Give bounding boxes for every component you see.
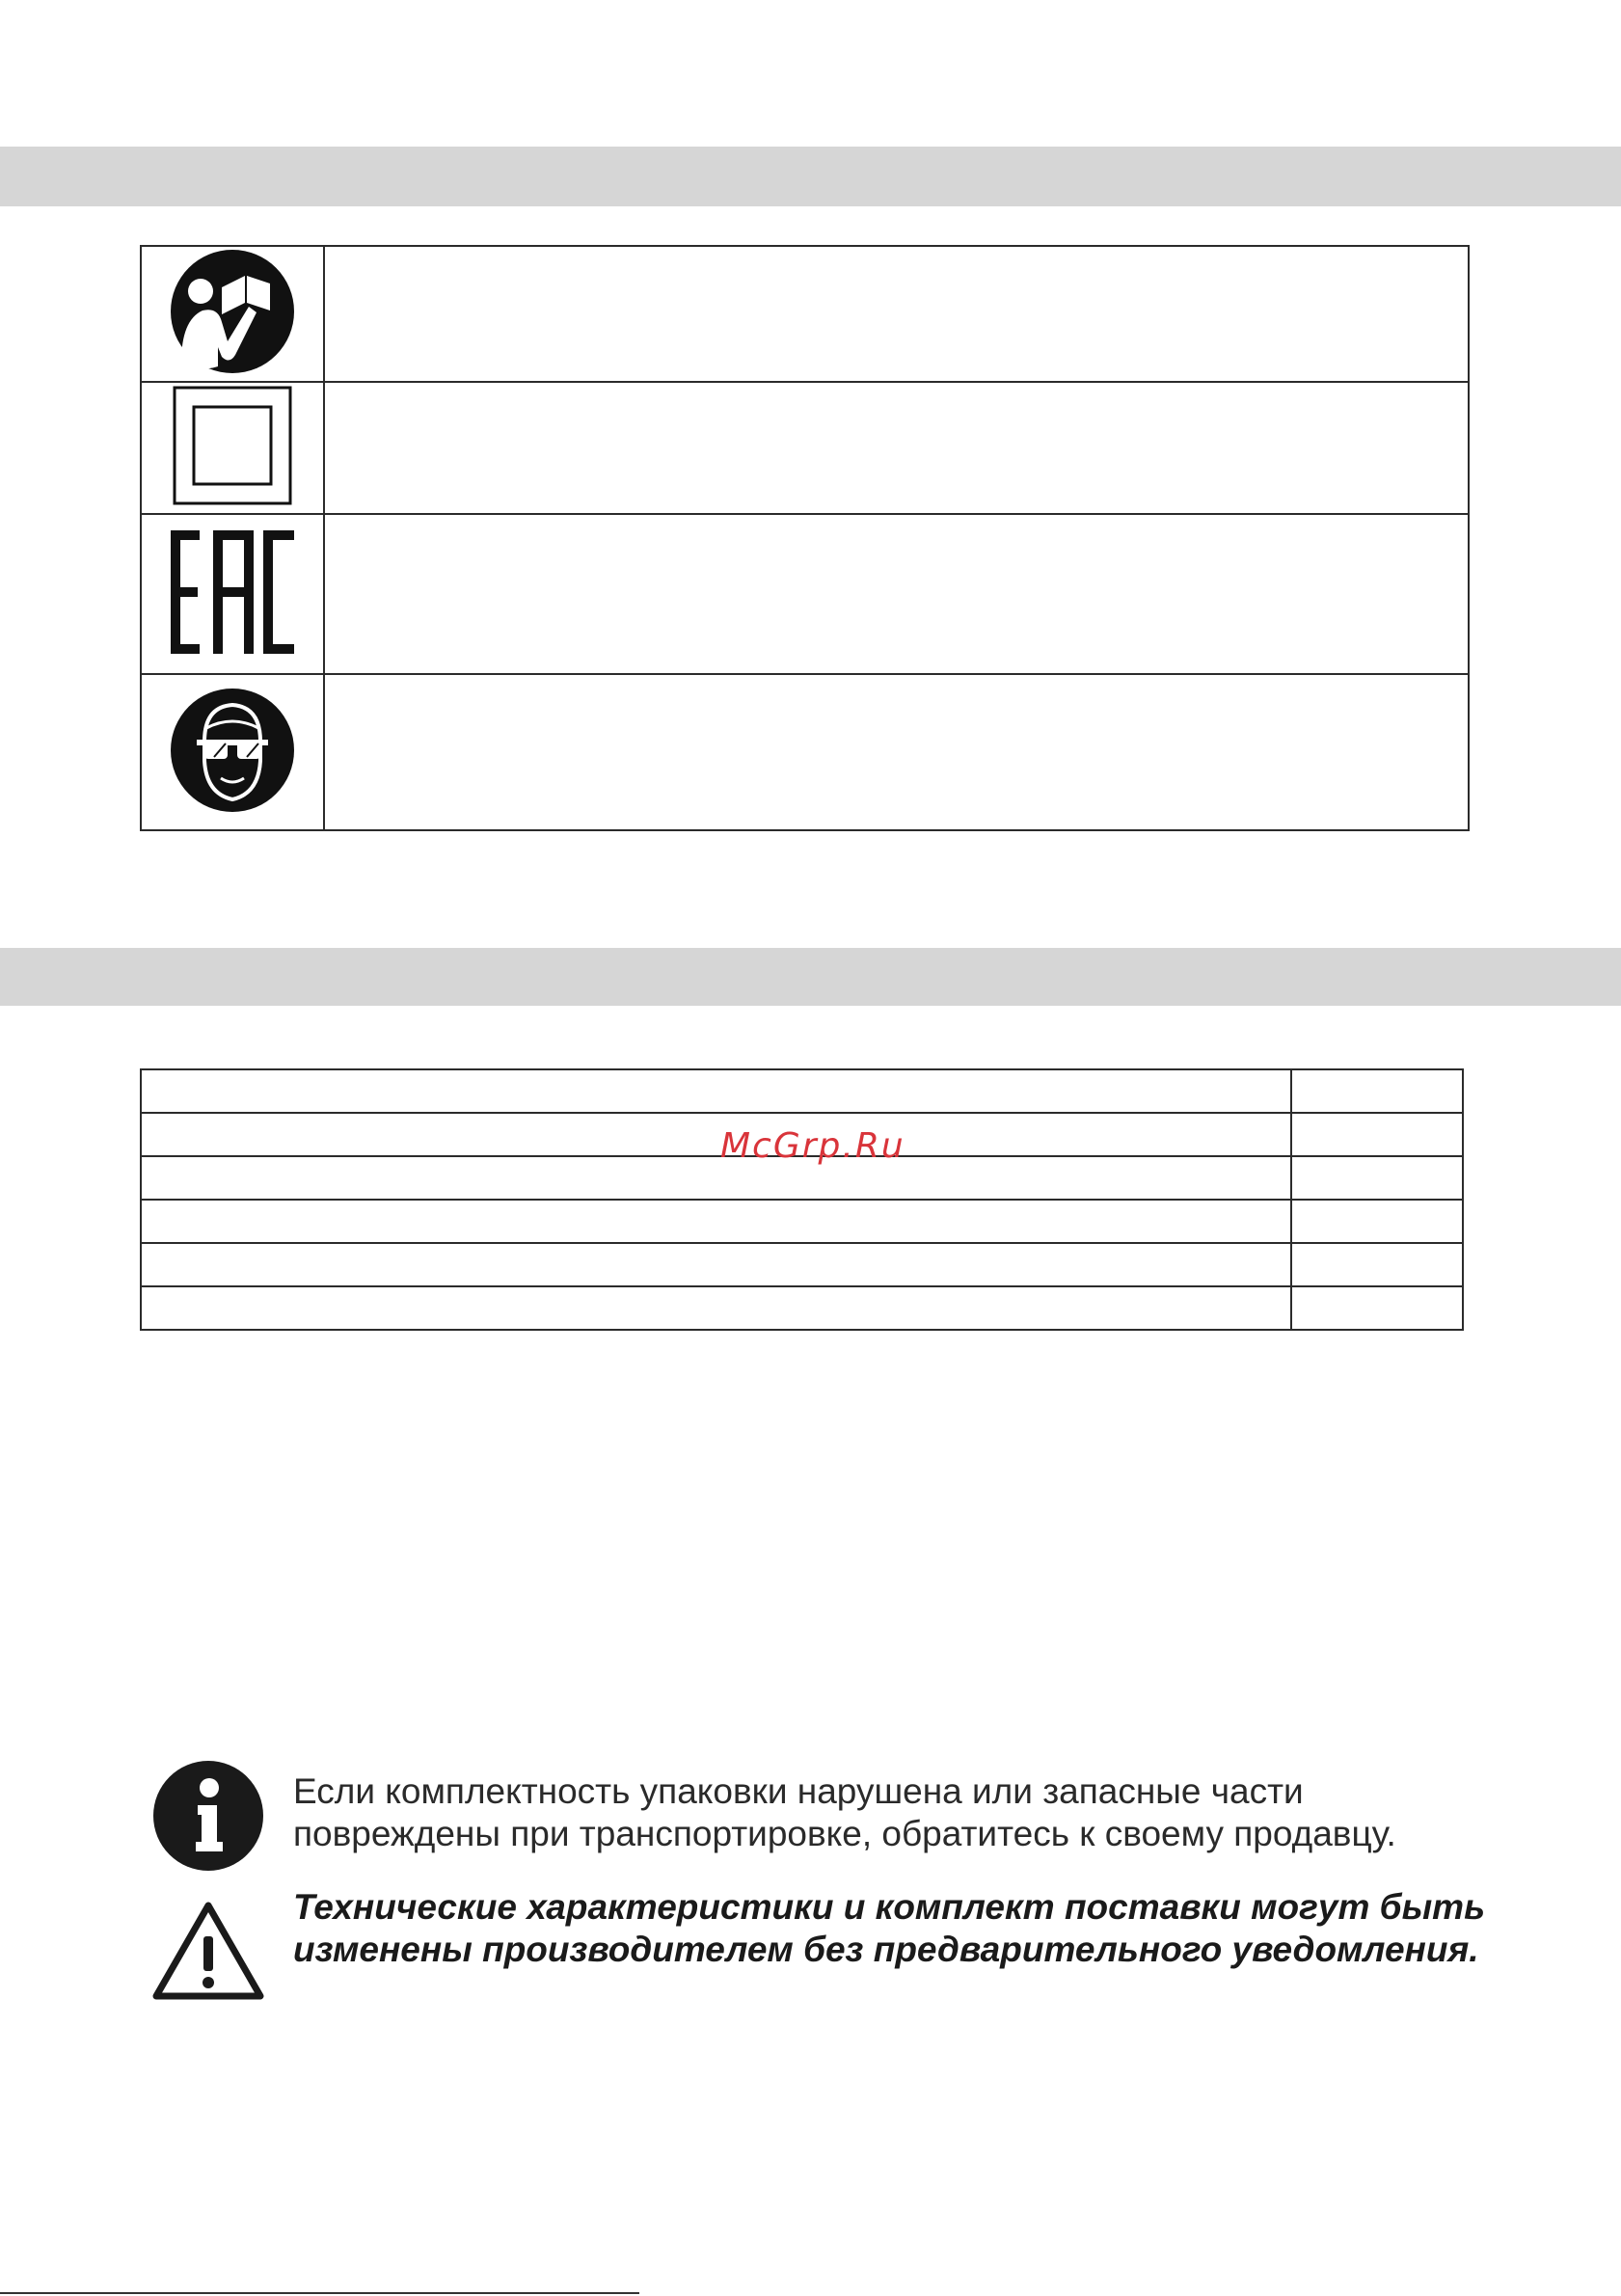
wear-goggles-icon — [168, 686, 297, 815]
table-row — [141, 1069, 1463, 1113]
symbol-row — [141, 382, 1469, 514]
item-cell — [141, 1069, 1291, 1113]
symbol-icon-cell — [141, 514, 324, 674]
warning-icon — [152, 1900, 264, 2002]
item-cell — [141, 1113, 1291, 1156]
item-cell — [141, 1286, 1291, 1330]
watermark: McGrp.Ru — [720, 1126, 905, 1166]
symbol-row — [141, 514, 1469, 674]
symbols-table — [140, 245, 1470, 831]
info-icon — [151, 1759, 265, 1873]
table-row — [141, 1200, 1463, 1243]
section-header-band-2 — [0, 948, 1621, 1006]
symbol-description — [324, 246, 1469, 382]
footer-rule — [0, 2292, 639, 2294]
qty-cell — [1291, 1113, 1463, 1156]
section-header-band-1 — [0, 147, 1621, 206]
item-cell — [141, 1200, 1291, 1243]
symbol-description — [324, 514, 1469, 674]
qty-cell — [1291, 1156, 1463, 1200]
read-manual-icon — [168, 247, 297, 376]
symbol-description — [324, 674, 1469, 830]
table-row — [141, 1286, 1463, 1330]
qty-cell — [1291, 1200, 1463, 1243]
symbol-icon-cell — [141, 382, 324, 514]
qty-cell — [1291, 1243, 1463, 1286]
warning-notice-text: Технические характеристики и комплект поставки могут быть изменены производителем без предварительного уведомления. — [293, 1887, 1486, 1969]
symbol-row — [141, 246, 1469, 382]
symbol-icon-cell — [141, 674, 324, 830]
eac-mark-icon — [167, 527, 298, 658]
info-notice-text: Если комплектность упаковки нарушена или запасные части повреждены при транспортировке, обратитесь к своему продавцу. — [293, 1771, 1396, 1853]
table-row — [141, 1243, 1463, 1286]
double-insulation-icon — [171, 384, 294, 507]
symbol-icon-cell — [141, 246, 324, 382]
package-contents-table — [140, 1068, 1464, 1331]
item-cell — [141, 1156, 1291, 1200]
qty-cell — [1291, 1069, 1463, 1113]
symbol-description — [324, 382, 1469, 514]
symbol-row — [141, 674, 1469, 830]
qty-cell — [1291, 1286, 1463, 1330]
item-cell — [141, 1243, 1291, 1286]
